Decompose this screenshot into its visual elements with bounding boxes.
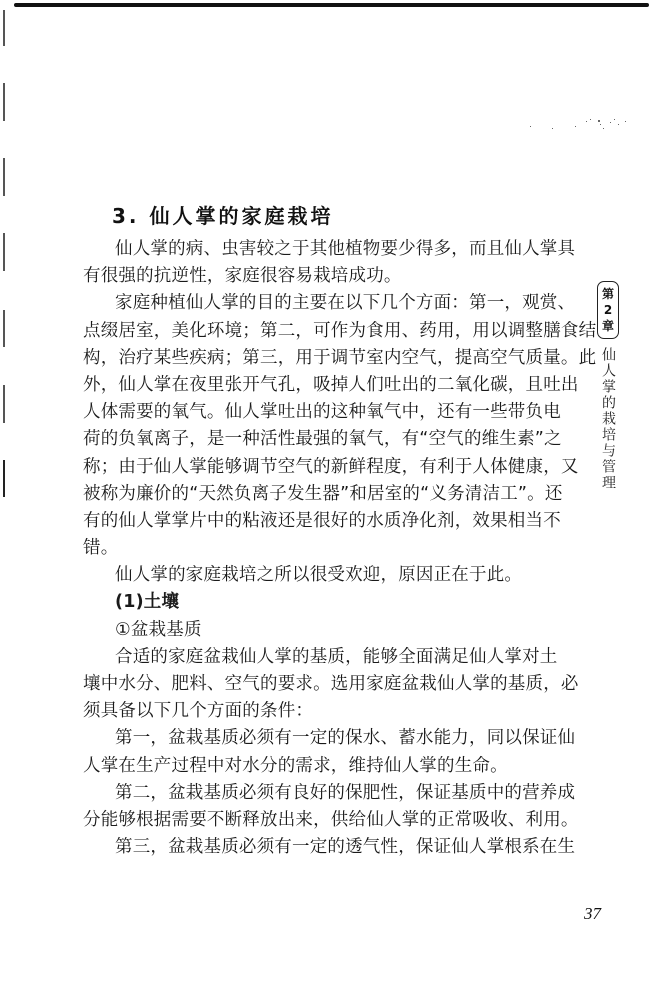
body-line: 错。	[83, 538, 119, 559]
left-scan-mark	[3, 83, 5, 121]
page-number: 37	[584, 904, 601, 923]
left-scan-mark	[3, 310, 5, 347]
body-line: 构，治疗某些疾病；第三，用于调节室内空气，提高空气质量。此	[83, 347, 597, 368]
section-title: 3. 仙人掌的家庭栽培	[112, 204, 334, 228]
body-line: 被称为廉价的“天然负离子发生器”和居室的“义务清洁工”。还	[83, 483, 563, 504]
body-line: 点缀居室，美化环境；第二，可作为食用、药用，用以调整膳食结	[83, 320, 597, 341]
body-line: 分能够根据需要不断释放出来，供给仙人掌的正常吸收、利用。	[83, 809, 579, 830]
left-scan-mark	[3, 460, 5, 497]
top-page-rule	[14, 3, 649, 7]
body-line: 有的仙人掌掌片中的粘液还是很好的水质净化剂，效果相当不	[83, 510, 561, 531]
body-line: 第三，盆栽基质必须有一定的透气性，保证仙人掌根系在生	[115, 837, 576, 858]
body-line: (1)土壤	[115, 592, 180, 613]
chapter-side-title: 仙人掌的栽培与管理	[600, 347, 616, 491]
body-line: 称；由于仙人掌能够调节空气的新鲜程度，有利于人体健康，又	[83, 456, 579, 477]
chapter-badge-number: 2	[603, 303, 613, 317]
scan-noise-specks	[530, 116, 630, 136]
body-line: ①盆栽基质	[115, 619, 202, 640]
left-scan-mark	[3, 10, 5, 46]
body-line: 人掌在生产过程中对水分的需求，维持仙人掌的生命。	[83, 755, 508, 776]
chapter-badge-prefix: 第	[601, 287, 614, 301]
left-scan-mark	[3, 158, 5, 196]
body-line: 有很强的抗逆性，家庭很容易栽培成功。	[83, 266, 402, 287]
body-line: 须具备以下几个方面的条件：	[83, 701, 314, 722]
left-scan-mark	[3, 233, 5, 271]
left-scan-mark	[3, 385, 5, 423]
body-line: 仙人掌的病、虫害较之于其他植物要少得多，而且仙人掌具	[115, 239, 576, 259]
chapter-badge	[597, 281, 619, 339]
body-line: 第一，盆栽基质必须有一定的保水、蓄水能力，同以保证仙	[115, 728, 576, 749]
body-line: 第二，盆栽基质必须有良好的保肥性，保证基质中的营养成	[115, 782, 576, 803]
body-line: 荷的负氧离子，是一种活性最强的氧气，有“空气的维生素”之	[83, 429, 562, 450]
body-line: 外，仙人掌在夜里张开气孔，吸掉人们吐出的二氧化碳，且吐出	[83, 374, 579, 395]
body-text	[83, 236, 597, 861]
body-line: 仙人掌的家庭栽培之所以很受欢迎，原因正在于此。	[115, 565, 523, 586]
body-line: 合适的家庭盆栽仙人掌的基质，能够全面满足仙人掌对土	[115, 646, 558, 667]
chapter-badge-suffix: 章	[601, 319, 614, 333]
body-line: 人体需要的氧气。仙人掌吐出的这种氧气中，还有一些带负电	[83, 402, 561, 423]
body-line: 家庭种植仙人掌的目的主要在以下几个方面：第一，观赏、	[115, 293, 576, 314]
body-line: 壤中水分、肥料、空气的要求。选用家庭盆栽仙人掌的基质，必	[83, 674, 579, 694]
